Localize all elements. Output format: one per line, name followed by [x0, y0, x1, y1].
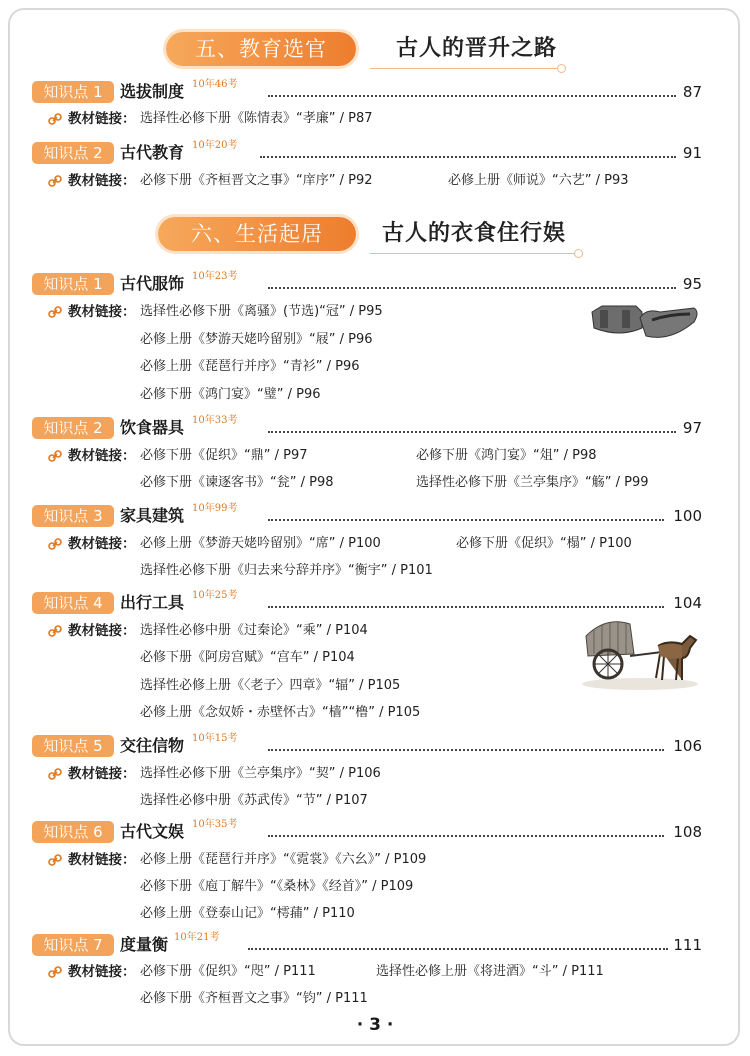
knowledge-point-badge: 知识点 1	[32, 273, 114, 295]
page-ref: 87	[682, 83, 702, 101]
knowledge-point-badge: 知识点 2	[32, 142, 114, 164]
page-ref: 106	[673, 737, 702, 755]
textbook-link[interactable]: 选择性必修上册《将进酒》“斗” / P111	[376, 964, 604, 979]
textbook-link[interactable]: 必修下册《鸿门宴》“俎” / P98	[416, 448, 597, 463]
section-dot	[557, 64, 566, 73]
link-label: 教材链接：	[68, 173, 136, 189]
textbook-link[interactable]: 必修上册《梦游天姥吟留别》“席” / P100	[140, 536, 381, 551]
knowledge-point-title: 古代服饰	[120, 274, 185, 293]
link-label: 教材链接：	[68, 766, 136, 782]
leader-dots	[268, 431, 676, 433]
knowledge-point-title: 古代教育	[120, 143, 185, 162]
section-underline	[370, 253, 575, 254]
section-header-5	[0, 30, 750, 70]
link-icon	[48, 305, 62, 319]
textbook-link[interactable]: 选择性必修下册《离骚》(节选)“冠” / P95	[140, 304, 383, 319]
knowledge-point-badge: 知识点 6	[32, 821, 114, 843]
leader-dots	[268, 835, 664, 837]
page-ref: 91	[682, 144, 702, 162]
link-label: 教材链接：	[68, 964, 136, 980]
link-label: 教材链接：	[68, 852, 136, 868]
knowledge-point-row[interactable]	[32, 821, 702, 845]
textbook-link[interactable]: 选择性必修中册《苏武传》“节” / P107	[140, 793, 368, 808]
knowledge-point-row[interactable]	[32, 81, 702, 105]
textbook-link[interactable]: 必修上册《登泰山记》“樗蒱” / P110	[140, 906, 355, 921]
exam-count: 10年25考	[192, 590, 238, 601]
page-ref: 111	[673, 936, 702, 954]
textbook-link[interactable]: 选择性必修下册《陈情表》“孝廉” / P87	[140, 111, 373, 126]
link-icon	[48, 174, 62, 188]
link-icon	[48, 965, 62, 979]
knowledge-point-title: 饮食器具	[120, 418, 185, 437]
textbook-link[interactable]: 选择性必修中册《过秦论》“乘” / P104	[140, 623, 368, 638]
textbook-link[interactable]: 选择性必修下册《兰亭集序》“契” / P106	[140, 766, 381, 781]
knowledge-point-badge: 知识点 2	[32, 417, 114, 439]
knowledge-point-badge: 知识点 7	[32, 934, 114, 956]
link-label: 教材链接：	[68, 536, 136, 552]
link-icon	[48, 853, 62, 867]
textbook-link[interactable]: 必修下册《促织》“咫” / P111	[140, 964, 316, 979]
exam-count: 10年99考	[192, 503, 238, 514]
knowledge-point-row[interactable]	[32, 273, 702, 297]
leader-dots	[268, 749, 664, 751]
section-underline	[370, 68, 558, 69]
leader-dots	[268, 287, 676, 289]
textbook-link[interactable]: 必修下册《促织》“榻” / P100	[456, 536, 632, 551]
link-icon	[48, 449, 62, 463]
link-label: 教材链接：	[68, 448, 136, 464]
page-ref: 100	[673, 507, 702, 525]
page-ref: 104	[673, 594, 702, 612]
exam-count: 10年20考	[192, 140, 238, 151]
exam-count: 10年21考	[174, 932, 220, 943]
textbook-link[interactable]: 必修上册《梦游天姥吟留别》“屐” / P96	[140, 332, 373, 347]
link-label: 教材链接：	[68, 623, 136, 639]
textbook-link[interactable]: 必修下册《齐桓晋文之事》“钧” / P111	[140, 991, 368, 1006]
textbook-link[interactable]: 必修上册《师说》“六艺” / P93	[448, 173, 629, 188]
exam-count: 10年23考	[192, 271, 238, 282]
clogs-illustration	[590, 298, 702, 344]
textbook-link[interactable]: 选择性必修下册《兰亭集序》“觞” / P99	[416, 475, 649, 490]
section-header-6	[0, 215, 750, 255]
knowledge-point-title: 选拔制度	[120, 82, 185, 101]
section-dot	[574, 249, 583, 258]
textbook-link[interactable]: 必修下册《齐桓晋文之事》“庠序” / P92	[140, 173, 373, 188]
textbook-link[interactable]: 必修上册《琵琶行并序》“青衫” / P96	[140, 359, 360, 374]
textbook-link[interactable]: 必修下册《阿房宫赋》“宫车” / P104	[140, 650, 355, 665]
knowledge-point-row[interactable]	[32, 142, 702, 166]
knowledge-point-title: 古代文娱	[120, 822, 185, 841]
exam-count: 10年35考	[192, 819, 238, 830]
textbook-link[interactable]: 必修上册《念奴娇・赤壁怀古》“樯”“橹” / P105	[140, 705, 421, 720]
page-ref: 108	[673, 823, 702, 841]
knowledge-point-title: 家具建筑	[120, 506, 185, 525]
textbook-link[interactable]: 必修下册《促织》“鼎” / P97	[140, 448, 308, 463]
knowledge-point-row[interactable]	[32, 735, 702, 759]
knowledge-point-title: 交往信物	[120, 736, 185, 755]
knowledge-point-badge: 知识点 5	[32, 735, 114, 757]
horse-cart-illustration	[578, 614, 702, 690]
textbook-link[interactable]: 选择性必修上册《〈老子〉四章》“辐” / P105	[140, 678, 401, 693]
leader-dots	[248, 948, 668, 950]
exam-count: 10年46考	[192, 79, 238, 90]
section-pill: 六、生活起居	[158, 217, 356, 251]
link-label: 教材链接：	[68, 111, 136, 127]
page-number: · 3 ·	[356, 1015, 394, 1035]
link-icon	[48, 537, 62, 551]
leader-dots	[268, 95, 676, 97]
textbook-link[interactable]: 必修下册《谏逐客书》“瓮” / P98	[140, 475, 334, 490]
knowledge-point-row[interactable]	[32, 934, 702, 958]
knowledge-point-badge: 知识点 3	[32, 505, 114, 527]
page-ref: 97	[682, 419, 702, 437]
textbook-link[interactable]: 必修上册《琵琶行并序》“《霓裳》《六幺》” / P109	[140, 852, 427, 867]
knowledge-point-badge: 知识点 1	[32, 81, 114, 103]
section-title: 古人的衣食住行娱	[382, 221, 567, 246]
textbook-link[interactable]: 选择性必修下册《归去来兮辞并序》“衡宇” / P101	[140, 563, 433, 578]
knowledge-point-row[interactable]	[32, 417, 702, 441]
link-icon	[48, 624, 62, 638]
textbook-link[interactable]: 必修下册《庖丁解牛》“《桑林》《经首》” / P109	[140, 879, 414, 894]
exam-count: 10年15考	[192, 733, 238, 744]
exam-count: 10年33考	[192, 415, 238, 426]
leader-dots	[268, 519, 664, 521]
knowledge-point-badge: 知识点 4	[32, 592, 114, 614]
section-pill: 五、教育选官	[166, 32, 356, 66]
leader-dots	[260, 156, 676, 158]
link-icon	[48, 767, 62, 781]
knowledge-point-title: 出行工具	[120, 593, 185, 612]
knowledge-point-row[interactable]	[32, 505, 702, 529]
leader-dots	[268, 606, 664, 608]
link-icon	[48, 112, 62, 126]
knowledge-point-row[interactable]	[32, 592, 702, 616]
link-label: 教材链接：	[68, 304, 136, 320]
section-title: 古人的晋升之路	[396, 36, 558, 61]
page-ref: 95	[682, 275, 702, 293]
textbook-link[interactable]: 必修下册《鸿门宴》“璧” / P96	[140, 387, 321, 402]
knowledge-point-title: 度量衡	[120, 935, 169, 954]
